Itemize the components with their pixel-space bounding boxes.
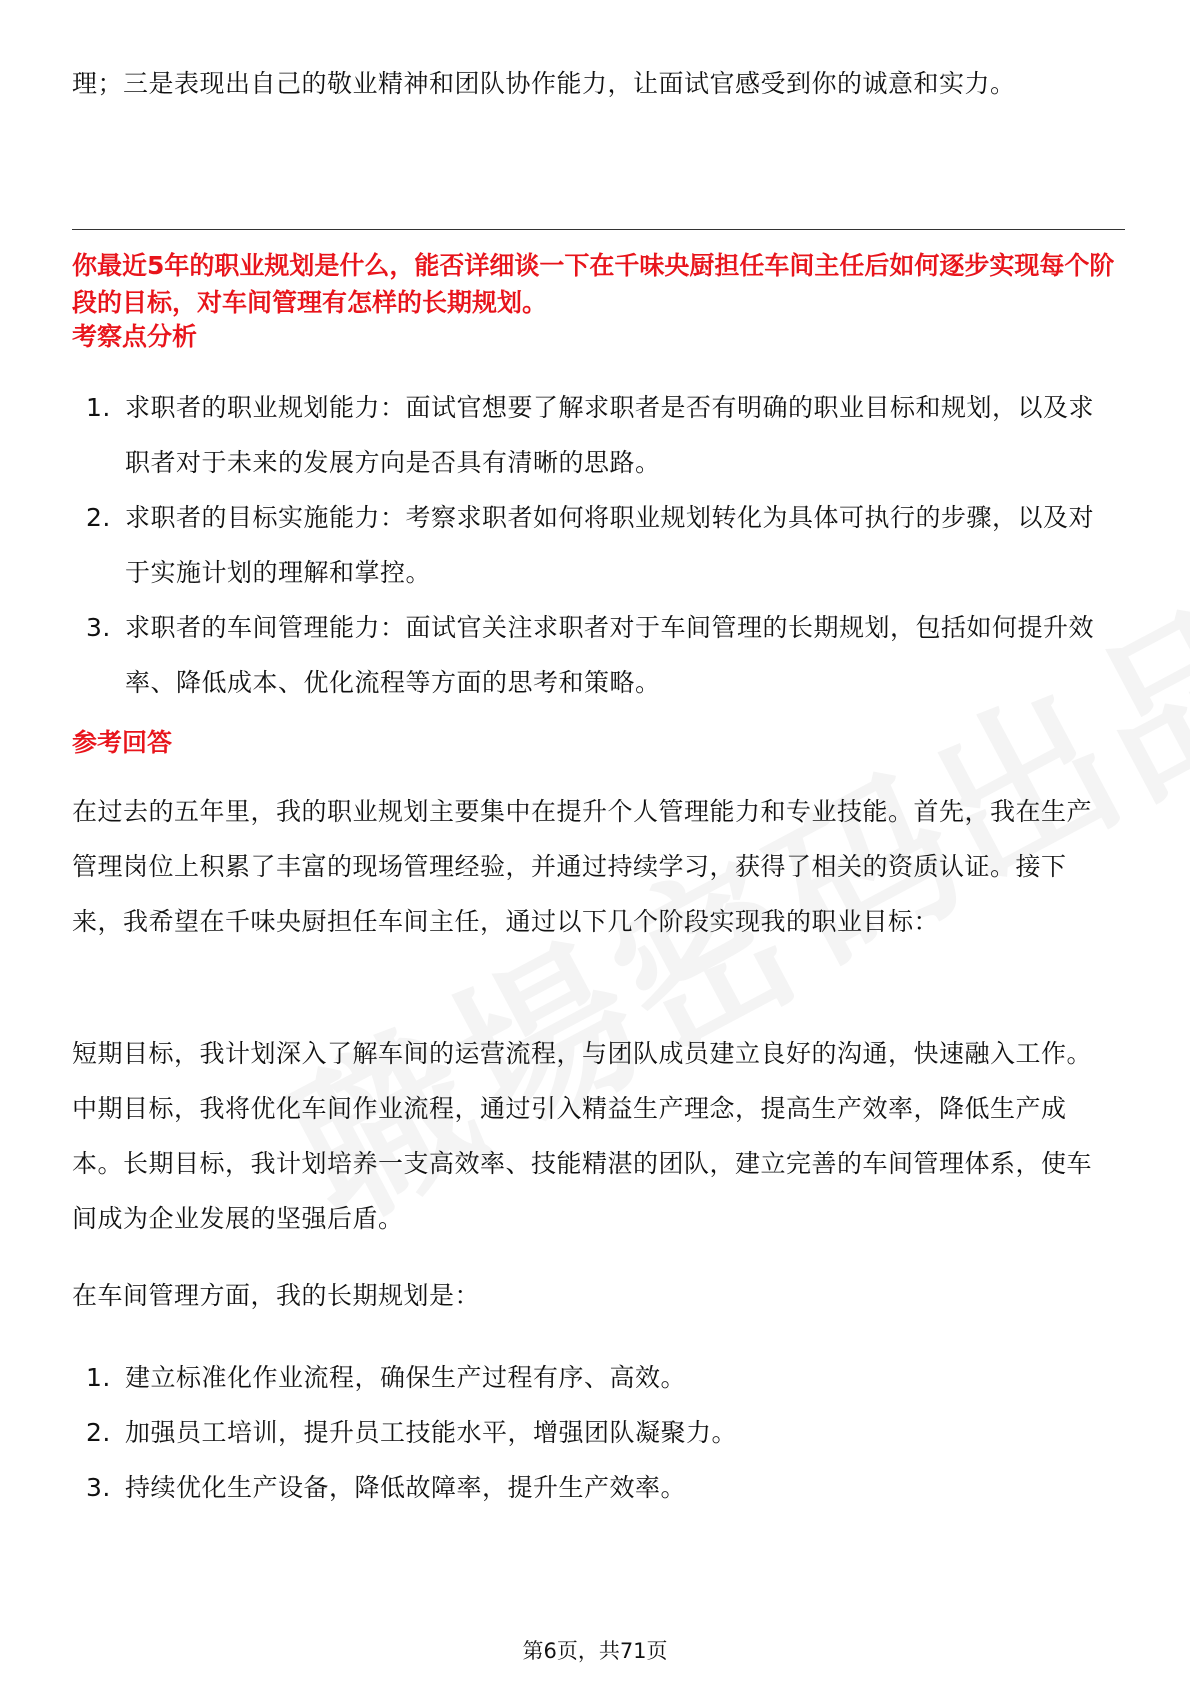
plan-item-text: 持续优化生产设备，降低故障率，提升生产效率。 [125, 1473, 687, 1502]
plan-item-text: 加强员工培训，提升员工技能水平，增强团队凝聚力。 [125, 1418, 738, 1447]
analysis-item [72, 490, 1112, 600]
answer-title: 参考回答 [72, 728, 173, 757]
plan-list [72, 1350, 1112, 1515]
analysis-item-text: 求职者的职业规划能力：面试官想要了解求职者是否有明确的职业目标和规划，以及求职者对于未来的发展方向是否具有清晰的思路。 [125, 393, 1095, 477]
list-number: 3. [86, 1473, 111, 1502]
analysis-item-text: 求职者的目标实施能力：考察求职者如何将职业规划转化为具体可执行的步骤，以及对于实施计划的理解和掌控。 [125, 503, 1095, 587]
analysis-list [72, 380, 1112, 710]
page-footer: 第6页，共71页 [522, 1639, 668, 1663]
plan-item-text: 建立标准化作业流程，确保生产过程有序、高效。 [125, 1363, 687, 1392]
answer-paragraph: 在过去的五年里，我的职业规划主要集中在提升个人管理能力和专业技能。首先，我在生产管理岗位上积累了丰富的现场管理经验，并通过持续学习，获得了相关的资质认证。接下来，我希望在千味央厨担任车间主任，通过以下几个阶段实现我的职业目标： [72, 797, 1093, 936]
list-number: 3. [86, 613, 111, 642]
plan-item [72, 1460, 1112, 1515]
analysis-title: 考察点分析 [72, 322, 198, 351]
list-number: 2. [86, 503, 111, 532]
answer-paragraph: 短期目标，我计划深入了解车间的运营流程，与团队成员建立良好的沟通，快速融入工作。中期目标，我将优化车间作业流程，通过引入精益生产理念，提高生产效率，降低生产成本。长期目标，我计划培养一支高效率、技能精湛的团队，建立完善的车间管理体系，使车间成为企业发展的坚强后盾。 [72, 1039, 1093, 1233]
question-heading: 你最近5年的职业规划是什么，能否详细谈一下在千味央厨担任车间主任后如何逐步实现每个阶段的目标，对车间管理有怎样的长期规划。 [72, 251, 1115, 317]
answer-paragraph: 在车间管理方面，我的长期规划是： [72, 1281, 481, 1310]
plan-item [72, 1405, 1112, 1460]
plan-item [72, 1350, 1112, 1405]
analysis-item [72, 380, 1112, 490]
continuation-paragraph: 理；三是表现出自己的敬业精神和团队协作能力，让面试官感受到你的诚意和实力。 [72, 69, 1016, 98]
list-number: 1. [86, 1363, 111, 1392]
analysis-item-text: 求职者的车间管理能力：面试官关注求职者对于车间管理的长期规划，包括如何提升效率、降低成本、优化流程等方面的思考和策略。 [125, 613, 1095, 697]
analysis-item [72, 600, 1112, 710]
list-number: 1. [86, 393, 111, 422]
section-divider [72, 229, 1125, 230]
list-number: 2. [86, 1418, 111, 1447]
